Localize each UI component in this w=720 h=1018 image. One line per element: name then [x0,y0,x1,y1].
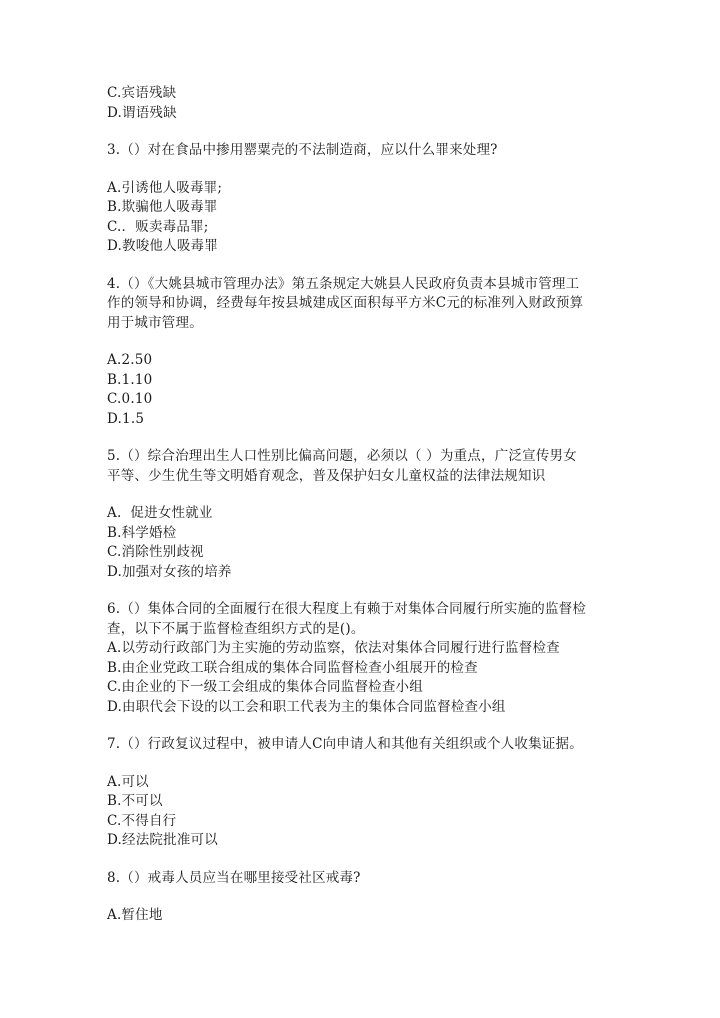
question-6-stem [107,600,627,639]
question-8-options [107,906,627,926]
question-4-options [107,351,627,429]
option-c: C.宾语残缺 [107,85,177,101]
question-8-stem [107,869,627,889]
question-5-stem [107,447,627,486]
option-b: B.科学婚检 [107,524,177,541]
question-stem-line: 用于城市管理。 [107,314,203,331]
question-stem-line: 作的领导和协调，经费每年按县城建成区面积每平方米C元的标准列入财政预算 [107,295,584,311]
option-a: A.2.50 [107,352,153,368]
continuation-options [107,84,627,123]
option-a: A.可以 [107,773,149,790]
question-4 [107,275,627,430]
question-3 [107,141,627,257]
question-stem-line: 查，以下不属于监督检查组织方式的是()。 [107,620,365,637]
question-stem-line: 8.（）戒毒人员应当在哪里接受社区戒毒? [107,869,361,886]
option-a: A.以劳动行政部门为主实施的劳动监察，依法对集体合同履行进行监督检查 [107,640,560,656]
option-c: C.．贩卖毒品罪; [107,218,209,235]
option-d: D.加强对女孩的培养 [107,563,232,580]
question-3-stem [107,141,627,161]
question-3-options [107,179,627,257]
option-d: D.教唆他人吸毒罪 [107,238,218,254]
question-stem-line: 4.（）《大姚县城市管理办法》第五条规定大姚县人民政府负责本县城市管理工 [107,275,580,292]
option-b: B.欺骗他人吸毒罪 [107,199,218,215]
option-d: D.经法院批准可以 [107,832,218,848]
question-stem-line: 平等、少生优生等文明婚育观念，普及保护妇女儿童权益的法律法规知识 [107,467,546,484]
question-stem-line: 7.（）行政复议过程中，被申请人C向申请人和其他有关组织或个人收集证据。 [107,736,583,752]
question-stem-line: 5.（）综合治理出生人口性别比偏高问题，必须以（ ）为重点，广泛宣传男女 [107,448,577,464]
option-b: B.1.10 [107,371,153,388]
question-6 [107,600,627,717]
option-c: C.消除性别歧视 [107,544,204,560]
question-stem-line: 3.（）对在食品中掺用罂粟壳的不法制造商，应以什么罪来处理? [107,142,498,158]
option-a: A.暂住地 [107,907,163,923]
question-5 [107,447,627,582]
question-stem-line: 6.（）集体合同的全面履行在很大程度上有赖于对集体合同履行所实施的监督检 [107,601,587,617]
option-b: B.不可以 [107,793,163,809]
option-d: D.1.5 [107,410,145,427]
option-b: B.由企业党政工联合组成的集体合同监督检查小组展开的检查 [107,659,478,676]
question-5-options [107,504,627,582]
question-7-stem [107,735,627,755]
option-c: C.0.10 [107,391,153,407]
document-page [107,84,627,926]
question-6-options [107,639,627,717]
option-a: A.引诱他人吸毒罪; [107,179,223,196]
option-a: A. 促进女性就业 [107,505,213,521]
question-8 [107,869,627,926]
option-c: C.由企业的下一级工会组成的集体合同监督检查小组 [107,679,423,695]
question-4-stem [107,275,627,334]
option-c: C.不得自行 [107,812,177,829]
option-d: D.谓语残缺 [107,104,177,121]
option-d: D.由职代会下设的以工会和职工代表为主的集体合同监督检查小组 [107,698,506,715]
question-7-options [107,773,627,851]
question-7 [107,735,627,851]
